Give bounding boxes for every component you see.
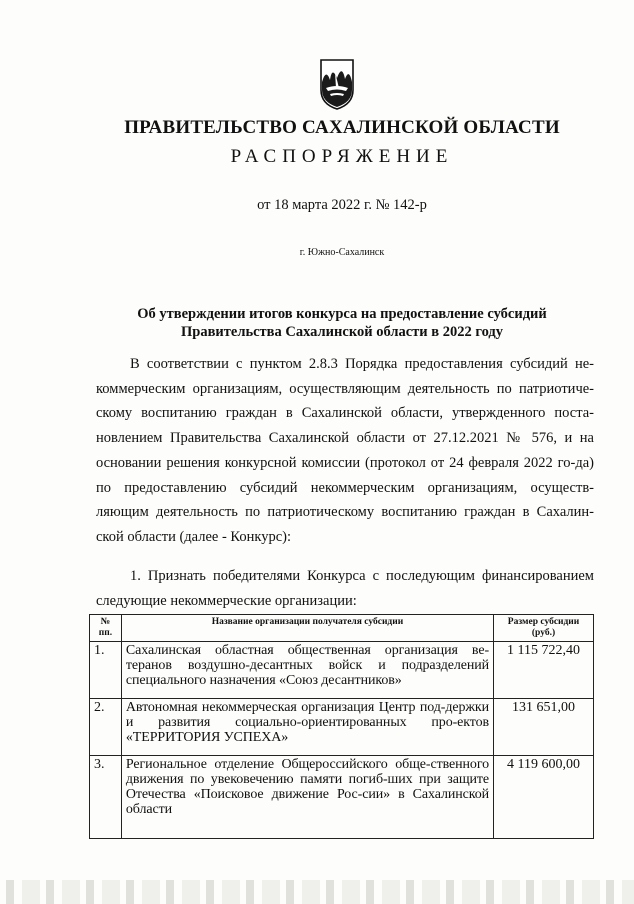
row-organization: Сахалинская областная общественная организация ве-теранов воздушно-десантных войск и подразделений специального назначения «Союз десантников» xyxy=(121,642,493,699)
scan-artifact-strip xyxy=(0,880,634,904)
row-amount: 131 651,00 xyxy=(494,699,594,756)
subject-line-1: Об утверждении итогов конкурса на предоставление субсидий xyxy=(137,306,547,322)
government-title: ПРАВИТЕЛЬСТВО САХАЛИНСКОЙ ОБЛАСТИ xyxy=(124,117,560,138)
header-amount: Размер субсидии (руб.) xyxy=(494,615,594,642)
row-number: 2. xyxy=(90,699,122,756)
header-number: № пп. xyxy=(90,615,122,642)
table-row xyxy=(90,699,594,756)
table-row xyxy=(90,756,594,839)
table-row xyxy=(90,642,594,699)
row-number: 1. xyxy=(90,642,122,699)
header-organization: Название организации получателя субсидии xyxy=(121,615,493,642)
row-organization: Автономная некоммерческая организация Центр под-держки и развития социально-ориентированных про-ектов «ТЕРРИТОРИЯ УСПЕХА» xyxy=(121,699,493,756)
document-date-number: от 18 марта 2022 г. № 142-р xyxy=(257,197,427,213)
row-organization: Региональное отделение Общероссийского обще-ственного движения по увековечению памяти погиб-ших при защите Отечества «Поисковое движение Рос-сии» в Сахалинской области xyxy=(121,756,493,839)
document-type: РАСПОРЯЖЕНИЕ xyxy=(230,146,454,167)
document-subject xyxy=(90,305,594,341)
recipients-table xyxy=(89,614,594,839)
table-header-row xyxy=(90,615,594,642)
subject-line-2: Правительства Сахалинской области в 2022 году xyxy=(180,324,504,340)
document-city: г. Южно-Сахалинск xyxy=(299,247,385,258)
coat-of-arms-icon xyxy=(318,58,356,110)
paragraph-preamble: В соответствии с пунктом 2.8.3 Порядка предоставления субсидий не-коммерческим организациям, осуществляющим деятельность по патриотиче-скому воспитанию граждан в Сахалинской области, утвержденного поста-новлением Правительства Сахалинской области от 27.12.2021 № 576, и на основании решения конкурсной комиссии (протокол от 24 февраля 2022 го-да) по предоставлению субсидий некоммерческим организациям, осуществ-ляющим деятельность по патриотическому воспитанию граждан в Сахалин-ской области (далее - Конкурс): xyxy=(96,356,594,545)
row-amount: 4 119 600,00 xyxy=(494,756,594,839)
paragraph-item-1: 1. Признать победителями Конкурса с последующим финансированием следующие некоммерческие организации: xyxy=(96,568,594,609)
row-number: 3. xyxy=(90,756,122,839)
row-amount: 1 115 722,40 xyxy=(494,642,594,699)
